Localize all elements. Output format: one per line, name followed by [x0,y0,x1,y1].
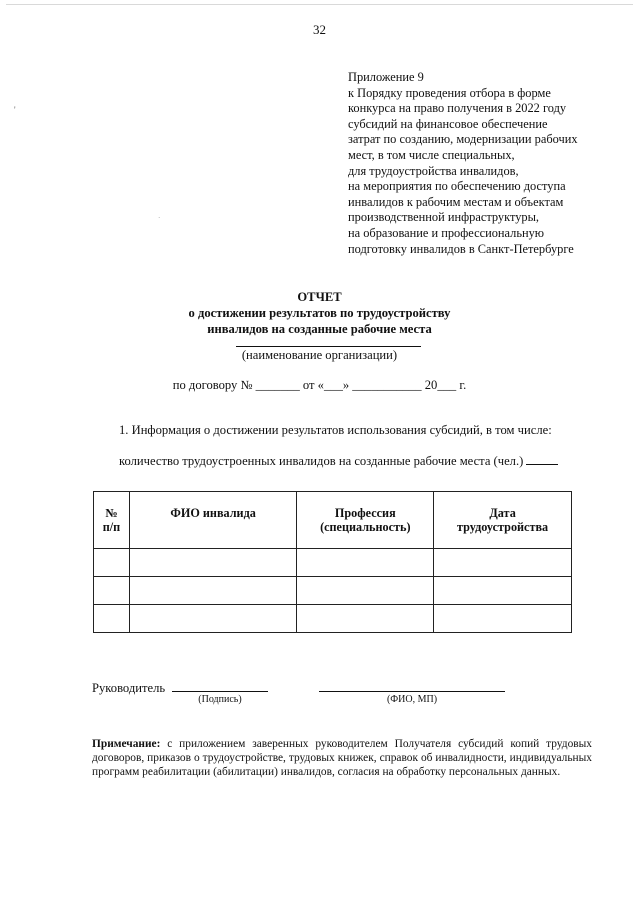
section-1-info: 1. Информация о достижении результатов использования субсидий, в том числе: [119,423,552,437]
report-subtitle-line-1: о достижении результатов по трудоустройству [188,306,451,320]
table-cell[interactable] [297,605,434,633]
table-cell[interactable] [129,577,297,605]
signature-label: Руководитель [92,681,166,695]
note-text: с приложением заверенных руководителем Получателя субсидий копий трудовых договоров, приказов о трудоустройстве, трудовых книжек, справок об инвалидности, индивидуальных программ реабилитации (абилитации) инвалидов, согласия на обработку персональных данных. [92,738,592,779]
appendix-line: Приложение 9 [348,70,424,84]
employed-disabled-table [93,491,572,633]
header-fio: ФИО инвалида [129,492,297,549]
appendix-line: субсидий на финансовое обеспечение [348,116,548,131]
table-cell[interactable] [297,549,434,577]
page-number: 32 [313,22,326,37]
table-header-row [94,492,572,549]
employed-count-row [119,452,558,469]
report-title: ОТЧЕТ [297,290,342,304]
table-cell[interactable] [297,577,434,605]
header-number-line-2: п/п [102,520,121,534]
appendix-line: для трудоустройства инвалидов, [348,163,519,178]
appendix-line: инвалидов к рабочим местам и объектам [348,194,564,209]
appendix-line: мест, в том числе специальных, [348,147,515,162]
note-label: Примечание: [92,738,161,750]
report-title-block [0,289,639,337]
table-cell[interactable] [94,549,130,577]
table-cell[interactable] [129,605,297,633]
name-stamp-caption: (ФИО, МП) [386,694,438,705]
appendix-line: на образование и профессиональную [348,225,545,240]
appendix-header [348,70,608,257]
table-cell[interactable] [434,605,572,633]
header-number-line-1: № [105,506,118,520]
organization-name-caption: (наименование организации) [241,348,398,362]
top-border-line [6,4,633,5]
signature-field[interactable] [172,691,268,692]
note-paragraph [92,737,592,780]
table-row [94,549,572,577]
employed-count-label: количество трудоустроенных инвалидов на созданные рабочие места (чел.) [119,454,524,468]
appendix-line: на мероприятия по обеспечению доступа [348,179,566,194]
table-cell[interactable] [94,577,130,605]
name-stamp-field[interactable] [319,691,505,692]
employed-count-field[interactable] [526,452,558,465]
organization-name-line[interactable] [236,346,421,347]
header-date [434,492,572,549]
table-row [94,605,572,633]
header-date-line-1: Дата [489,506,516,520]
table-row [94,577,572,605]
appendix-line: затрат по созданию, модернизации рабочих [348,132,578,147]
scan-dot: · [158,214,161,222]
table-cell[interactable] [434,549,572,577]
appendix-line: подготовку инвалидов в Санкт-Петербурге [348,241,574,256]
table-cell[interactable] [129,549,297,577]
appendix-line: конкурса на право получения в 2022 году [348,101,567,116]
scan-mark: ' [14,105,16,115]
header-profession [297,492,434,549]
table-cell[interactable] [94,605,130,633]
header-number [94,492,130,549]
report-subtitle-line-2: инвалидов на созданные рабочие места [207,322,432,336]
table-cell[interactable] [434,577,572,605]
contract-line: по договору № _______ от «___» ___________ 20___ г. [172,378,467,392]
appendix-line: к Порядку проведения отбора в форме [348,85,551,100]
header-date-line-2: трудоустройства [457,520,549,534]
signature-caption: (Подпись) [198,694,242,705]
header-profession-line-2: (специальность) [320,520,411,534]
header-profession-line-1: Профессия [334,506,396,520]
appendix-line: производственной инфраструктуры, [348,210,540,225]
